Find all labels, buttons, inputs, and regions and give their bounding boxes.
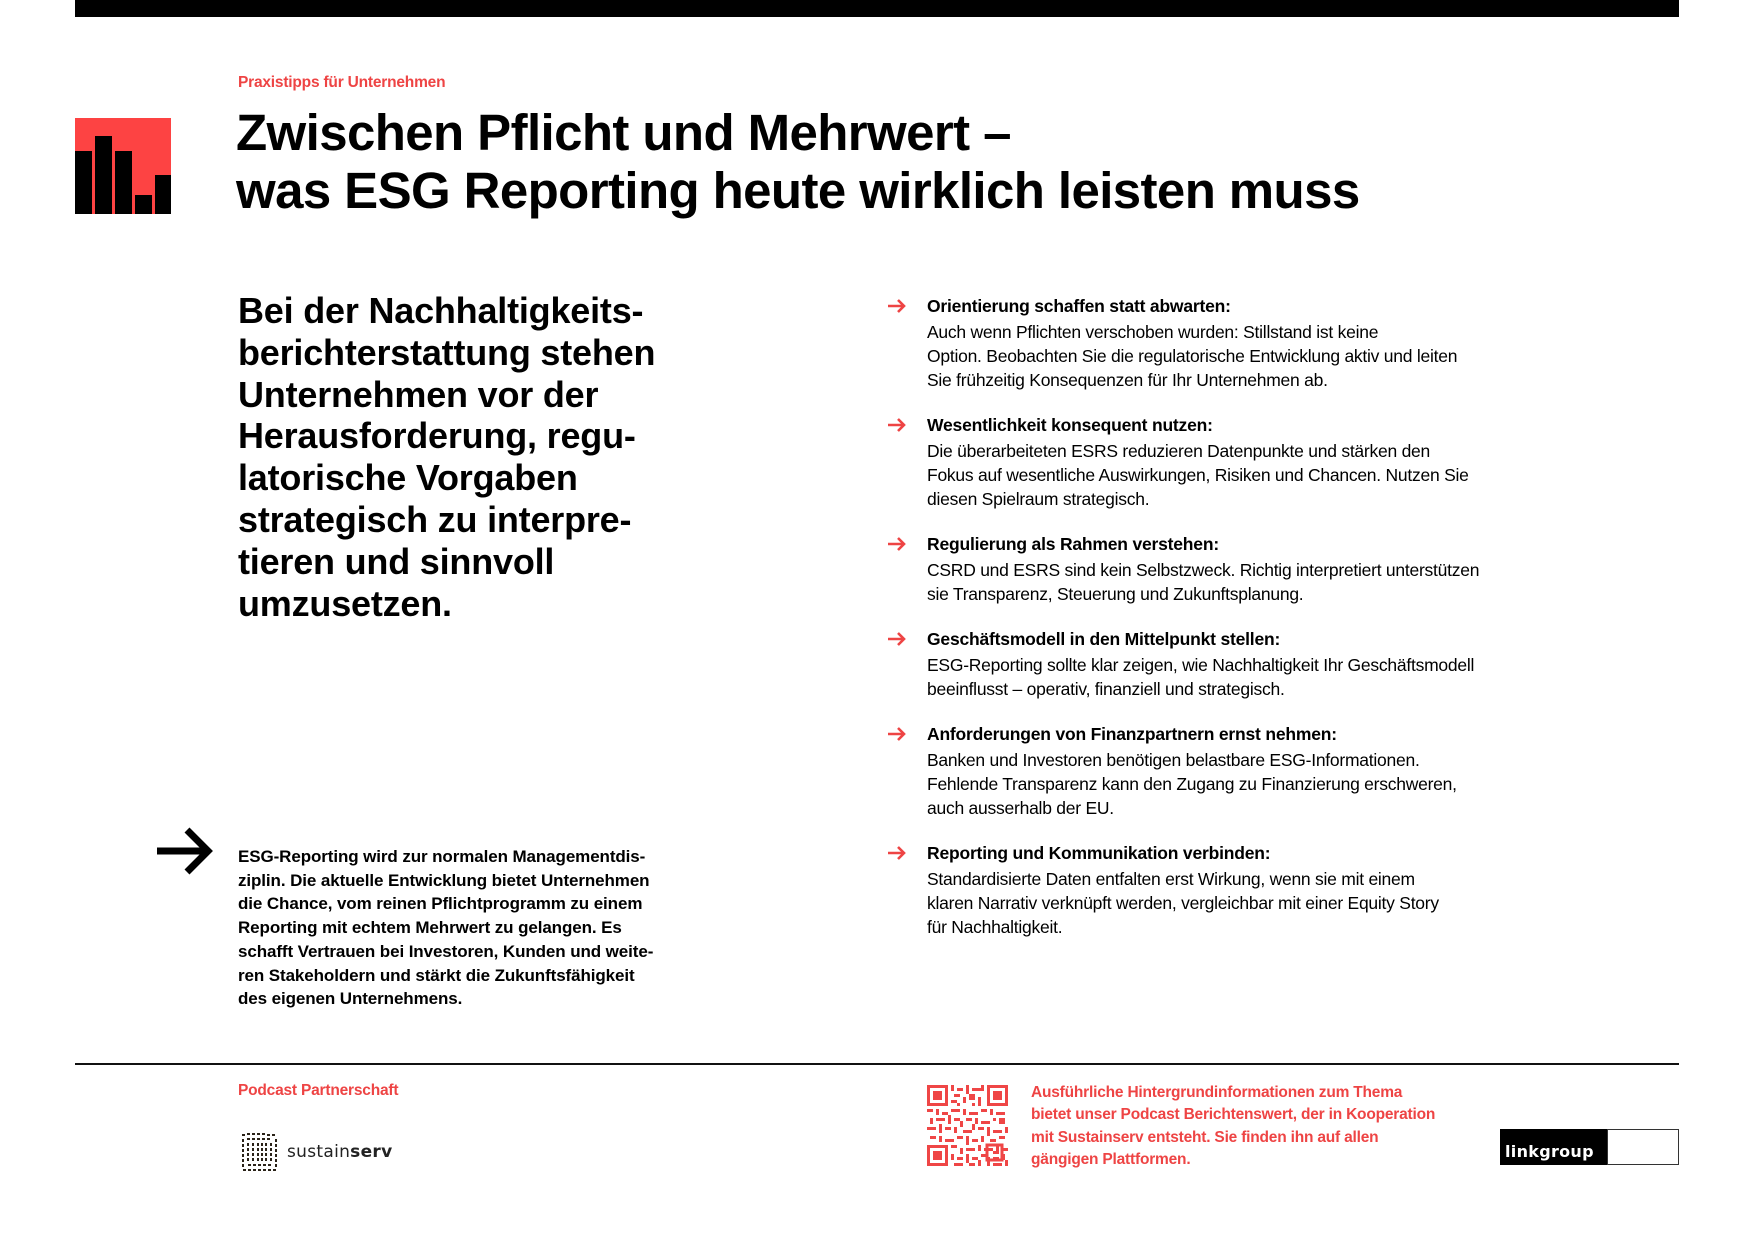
tip-heading: Regulierung als Rahmen verstehen: [927, 534, 1219, 554]
arrow-right-icon [887, 726, 907, 742]
podcast-info-line: bietet unser Podcast Berichtenswert, der in Kooperation [1031, 1106, 1436, 1124]
tip-line: beeinflusst – operativ, finanziell und strategisch. [927, 679, 1285, 699]
tip-line: Fehlende Transparenz kann den Zugang zu Finanzierung erschweren, [927, 774, 1457, 794]
sustainserv-logo [240, 1131, 393, 1173]
callout-line: Reporting mit echtem Mehrwert zu gelangen. Es [238, 918, 622, 938]
callout-line: ESG-Reporting wird zur normalen Managementdis- [238, 847, 646, 866]
wordmark-regular: sustain [287, 1142, 351, 1162]
qr-code[interactable] [927, 1085, 1008, 1166]
lead-line: latorische Vorgaben [238, 457, 578, 499]
tip-line: ESG-Reporting sollte klar zeigen, wie Nachhaltigkeit Ihr Geschäftsmodell [927, 655, 1475, 675]
lead-line: berichterstattung stehen [238, 331, 656, 373]
top-bar [75, 0, 1679, 17]
tip-line: klaren Narrativ verknüpft werden, vergleichbar mit einer Equity Story [927, 893, 1439, 913]
tip-heading: Orientierung schaffen statt abwarten: [927, 296, 1231, 316]
tip-line: auch ausserhalb der EU. [927, 798, 1114, 818]
arrow-right-icon [887, 536, 907, 552]
arrow-right-icon [155, 826, 215, 876]
footer-divider [75, 1063, 1679, 1065]
page-title [236, 104, 1360, 220]
callout-line: ziplin. Die aktuelle Entwicklung bietet Unternehmen [238, 870, 650, 890]
linkgroup-logo-box [1607, 1129, 1679, 1165]
arrow-right-icon [887, 631, 907, 647]
tip-line: sie Transparenz, Steuerung und Zukunftsplanung. [927, 584, 1304, 604]
tip-line: Banken und Investoren benötigen belastbare ESG-Informationen. [927, 750, 1420, 770]
tip-heading: Anforderungen von Finanzpartnern ernst nehmen: [927, 724, 1337, 744]
callout-line: des eigenen Unternehmens. [238, 989, 463, 1009]
tip-line: Option. Beobachten Sie die regulatorische Entwicklung aktiv und leiten [927, 346, 1458, 366]
linkgroup-wordmark: linkgroup [1500, 1129, 1607, 1165]
callout-line: schafft Vertrauen bei Investoren, Kunden und weite- [238, 941, 654, 961]
partner-label: Podcast Partnerschaft [238, 1082, 399, 1099]
tip-line: Standardisierte Daten entfalten erst Wirkung, wenn sie mit einem [927, 869, 1415, 889]
lead-line: tieren und sinnvoll [238, 540, 555, 582]
lead-paragraph [238, 290, 708, 624]
podcast-info-line: gängigen Plattformen. [1031, 1150, 1191, 1168]
tip-body [927, 320, 1457, 392]
lead-line: strategisch zu interpre- [238, 498, 632, 540]
lead-line: umzusetzen. [238, 582, 452, 624]
callout-line: die Chance, vom reinen Pflichtprogramm zu einem [238, 894, 643, 914]
tip-body [927, 748, 1457, 820]
tip-line: für Nachhaltigkeit. [927, 917, 1063, 937]
podcast-info-line: mit Sustainserv entsteht. Sie finden ihn auf allen [1031, 1128, 1379, 1146]
sustainserv-wordmark [287, 1142, 393, 1162]
linkgroup-logo [1500, 1129, 1679, 1165]
tip-heading: Reporting und Kommunikation verbinden: [927, 843, 1271, 863]
tip-heading: Geschäftsmodell in den Mittelpunkt stellen: [927, 629, 1281, 649]
arrow-right-icon [887, 417, 907, 433]
tip-line: Sie frühzeitig Konsequenzen für Ihr Unternehmen ab. [927, 370, 1328, 390]
dot-grid-logo-icon [240, 1132, 280, 1172]
callout-line: ren Stakeholdern und stärkt die Zukunftsfähigkeit [238, 965, 635, 985]
podcast-info-line: Ausführliche Hintergrundinformationen zum Thema [1031, 1084, 1403, 1101]
tip-body [927, 558, 1479, 606]
tip-heading: Wesentlichkeit konsequent nutzen: [927, 415, 1213, 435]
tip-line: Auch wenn Pflichten verschoben wurden: Stillstand ist keine [927, 322, 1379, 342]
tip-body [927, 439, 1469, 511]
title-line: Zwischen Pflicht und Mehrwert – [236, 104, 1011, 161]
tip-line: Die überarbeiteten ESRS reduzieren Datenpunkte und stärken den [927, 441, 1431, 461]
lead-line: Unternehmen vor der [238, 373, 599, 415]
tip-body [927, 867, 1439, 939]
lead-line: Bei der Nachhaltigkeits- [238, 290, 644, 331]
wordmark-bold: serv [350, 1142, 393, 1162]
arrow-right-icon [887, 298, 907, 314]
lead-line: Herausforderung, regu- [238, 415, 636, 457]
tip-line: Fokus auf wesentliche Auswirkungen, Risiken und Chancen. Nutzen Sie [927, 465, 1469, 485]
title-line: was ESG Reporting heute wirklich leisten muss [236, 162, 1360, 219]
tip-line: diesen Spielraum strategisch. [927, 489, 1150, 509]
podcast-info-text [1031, 1082, 1435, 1171]
arrow-right-icon [887, 845, 907, 861]
callout-text [238, 845, 653, 1011]
kicker: Praxistipps für Unternehmen [238, 74, 446, 91]
tip-line: CSRD und ESRS sind kein Selbstzweck. Richtig interpretiert unterstützen [927, 560, 1480, 580]
bar-chart-logo-icon [75, 118, 171, 214]
tip-body [927, 653, 1474, 701]
